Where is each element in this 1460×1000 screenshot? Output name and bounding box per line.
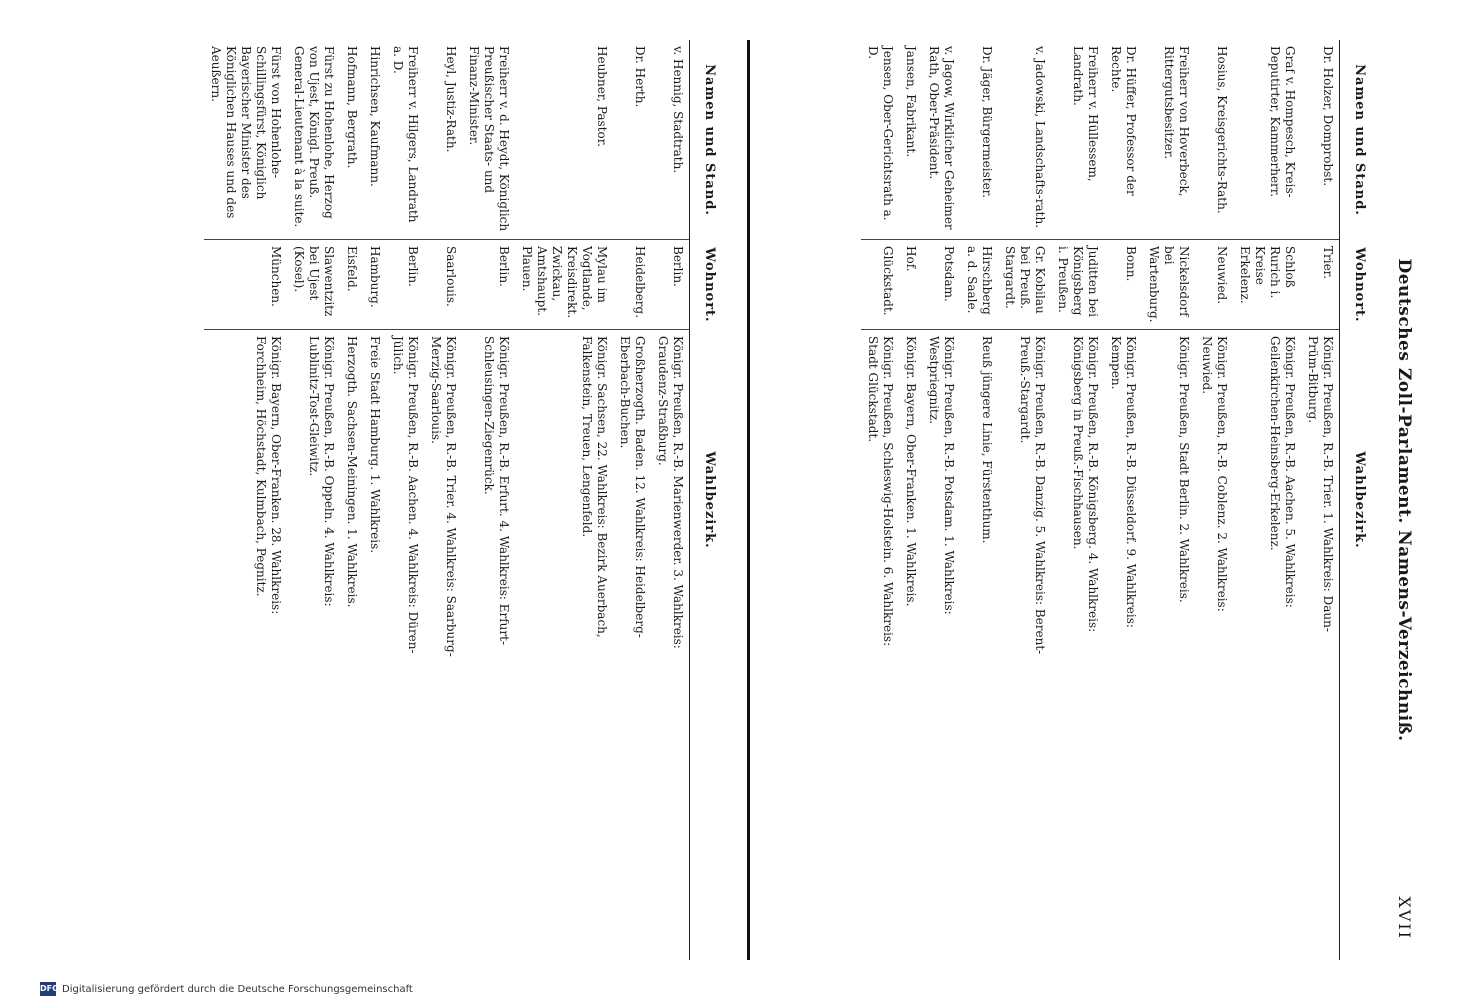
constituency: Königr. Sachsen, 22. Wahlkreis: Bezirk Auerbach, Falkenstein, Treuen, Lengenfeld. — [580, 336, 609, 638]
constituency: Königr. Preußen, Schleswig-Holstein. 6. Wahlkreis: Stadt Glückstadt. — [866, 336, 895, 647]
residence: Mylau im Vogtlande, Kreisdirekt. Zwickau, Amtshaupt. Plauen. — [515, 240, 613, 330]
residence: Schloß Rurich i. Kreise Erkelenz. — [1233, 240, 1301, 330]
header-ort: Wohnort. — [702, 247, 718, 323]
table-row — [1233, 40, 1301, 960]
residence: München. — [204, 240, 287, 330]
table-lower — [30, 40, 730, 960]
table-row — [1104, 40, 1142, 960]
member-name: Freiherr v. Hüllessem, Landrath. — [1051, 40, 1104, 240]
column-header — [689, 40, 730, 960]
table-row — [651, 40, 689, 960]
table-row — [1195, 40, 1233, 960]
residence: Hirschberg a. d. Saale. — [960, 240, 998, 330]
constituency: Königr. Preußen, Stadt Berlin. 2. Wahlkreis. — [1177, 336, 1191, 603]
member-name: v. Jadowski, Landschafts-rath. — [998, 40, 1051, 240]
page-title: Deutsches Zoll-Parlament. Namens-Verzeichniß. — [1394, 258, 1414, 742]
table-row — [1301, 40, 1339, 960]
member-name: Hinrichsen, Kaufmann. — [363, 40, 386, 240]
residence: Bonn. — [1104, 240, 1142, 330]
constituency: Herzogth. Sachsen-Meiningen. 1. Wahlkreis. — [345, 336, 359, 608]
member-name: Dr. Jäger, Bürgermeister. — [960, 40, 998, 240]
member-name: Graf v. Hompesch, Kreis-Deputirter, Kammerherr. — [1233, 40, 1301, 240]
table-row — [960, 40, 998, 960]
residence: Neuwied. — [1195, 240, 1233, 330]
constituency: Königr. Preußen, R.-B. Marienwerder. 3. Wahlkreis: Graudenz-Straßburg. — [656, 336, 685, 649]
constituency: Königr. Bayern, Ober-Franken. 1. Wahlkreis. — [904, 336, 918, 607]
residence: Nickelsdorf bei Wartenburg. — [1142, 240, 1195, 330]
section-divider — [747, 40, 750, 960]
constituency: Königr. Preußen, R.-B. Oppeln. 4. Wahlkreis: Lublinitz-Tost-Gleiwitz. — [307, 336, 336, 607]
member-name: v. Jagow, Wirklicher Geheimer Rath, Ober-Präsident. — [922, 40, 960, 240]
table-row — [340, 40, 363, 960]
table-row — [462, 40, 515, 960]
constituency: Reuß jüngere Linie, Fürstenthum. — [980, 336, 994, 544]
constituency: Königr. Preußen, R.-B. Erfurt. 4. Wahlkreis: Erfurt-Schleusingen-Ziegenrück. — [482, 336, 511, 645]
member-name: Heyl, Justiz-Rath. — [424, 40, 462, 240]
page-header — [1380, 0, 1420, 1000]
member-name: Jensen, Ober-Gerichtsrath a. D. — [861, 40, 899, 240]
header-name: Namen und Stand. — [702, 64, 718, 216]
constituency: Königr. Preußen, R.-B. Trier. 1. Wahlkreis: Daun-Prüm-Bitburg. — [1306, 336, 1335, 632]
member-name: Hosius, Kreisgerichts-Rath. — [1195, 40, 1233, 240]
table-body — [204, 40, 689, 960]
page-number: XVII — [1395, 896, 1414, 940]
constituency: Königr. Preußen, R.-B. Danzig. 5. Wahlkreis: Berent-Preuß.-Stargardt. — [1018, 336, 1047, 655]
constituency: Königr. Preußen, R.-B. Coblenz. 2. Wahlkreis: Neuwied. — [1200, 336, 1229, 612]
constituency: Königr. Preußen, R.-B. Königsberg. 4. Wahlkreis: Königsberg in Preuß.-Fischhausen. — [1071, 336, 1100, 633]
table-row — [861, 40, 899, 960]
member-name: Dr. Holzer, Domprobst. — [1301, 40, 1339, 240]
member-name: Freiherr v. Hilgers, Landrath a. D. — [386, 40, 424, 240]
residence: Berlin. — [651, 240, 689, 330]
footer-note: Digitalisierung gefördert durch die Deutsche Forschungsgemeinschaft — [62, 983, 413, 995]
column-header — [1339, 40, 1380, 960]
member-name: Fürst zu Hohenlohe, Herzog von Ujest, Königl. Preuß. General-Lieutenant à la suite. — [287, 40, 340, 240]
table-row — [1142, 40, 1195, 960]
residence: Berlin. — [386, 240, 424, 330]
table-row — [424, 40, 462, 960]
residence: Potsdam. — [922, 240, 960, 330]
residence: Hamburg. — [363, 240, 386, 330]
member-name: Dr. Hüffer, Professor der Rechte. — [1104, 40, 1142, 240]
table-row — [613, 40, 651, 960]
footer-credit — [40, 978, 740, 1000]
residence: Juditten bei Königsberg i. Preußen. — [1051, 240, 1104, 330]
table-row — [515, 40, 613, 960]
table-row — [287, 40, 340, 960]
member-name: Jansen, Fabrikant. — [899, 40, 922, 240]
table-row — [899, 40, 922, 960]
header-ort: Wohnort. — [1352, 247, 1368, 323]
residence: Eisfeld. — [340, 240, 363, 330]
residence: Trier. — [1301, 240, 1339, 330]
residence: Hof. — [899, 240, 922, 330]
member-name: Heubner, Pastor. — [515, 40, 613, 240]
member-name: Dr. Herth. — [613, 40, 651, 240]
table-row — [204, 40, 287, 960]
table-row — [1051, 40, 1104, 960]
residence: Heidelberg. — [613, 240, 651, 330]
constituency: Königr. Bayern, Ober-Franken. 28. Wahlkreis: Forchheim, Höchstadt, Kulmbach, Pegnitz. — [254, 336, 283, 615]
member-name: v. Hennig, Stadtrath. — [651, 40, 689, 240]
table-row — [363, 40, 386, 960]
residence: Glückstadt. — [861, 240, 899, 330]
header-bezirk: Wahlbezirk. — [702, 451, 718, 549]
constituency: Freie Stadt Hamburg. 1. Wahlkreis. — [368, 336, 382, 554]
constituency: Großherzogth. Baden. 12. Wahlkreis: Heidelberg-Eberbach-Buchen. — [618, 336, 647, 638]
member-name: Freiherr von Hoverbeck, Rittergutsbesitzer. — [1142, 40, 1195, 240]
member-name: Hofmann, Bergrath. — [340, 40, 363, 240]
member-name: Fürst von Hohenlohe-Schillingsfürst, Königlich Bayerischer Minister des Königlichen Hauses und des Aeußern. — [204, 40, 287, 240]
constituency: Königr. Preußen, R.-B. Trier. 4. Wahlkreis: Saarburg-Merzig-Saarlouis. — [429, 336, 458, 657]
header-bezirk: Wahlbezirk. — [1352, 451, 1368, 549]
residence: Slawentzitz bei Ujest (Kosel). — [287, 240, 340, 330]
residence: Berlin. — [462, 240, 515, 330]
residence: Saarlouis. — [424, 240, 462, 330]
table-row — [922, 40, 960, 960]
dfg-logo: DFG — [40, 982, 56, 996]
constituency: Königr. Preußen, R.-B. Potsdam. 1. Wahlkreis: Westpriegnitz. — [927, 336, 956, 615]
constituency: Königr. Preußen, R.-B. Aachen. 4. Wahlkreis: Düren-Jülich. — [391, 336, 420, 654]
member-name: Freiherr v. d. Heydt, Königlich Preußischer Staats- und Finanz-Minister. — [462, 40, 515, 240]
table-row — [386, 40, 424, 960]
constituency: Königr. Preußen, R.-B. Düsseldorf. 9. Wahlkreis: Kempen. — [1109, 336, 1138, 628]
table-upper — [760, 40, 1380, 960]
residence: Gr. Kobilau bei Preuß. Stargardt. — [998, 240, 1051, 330]
header-name: Namen und Stand. — [1352, 64, 1368, 216]
table-row — [998, 40, 1051, 960]
constituency: Königr. Preußen, R.-B. Aachen. 5. Wahlkreis: Geilenkirchen-Heinsberg-Erkelenz. — [1268, 336, 1297, 608]
table-body — [861, 40, 1339, 960]
